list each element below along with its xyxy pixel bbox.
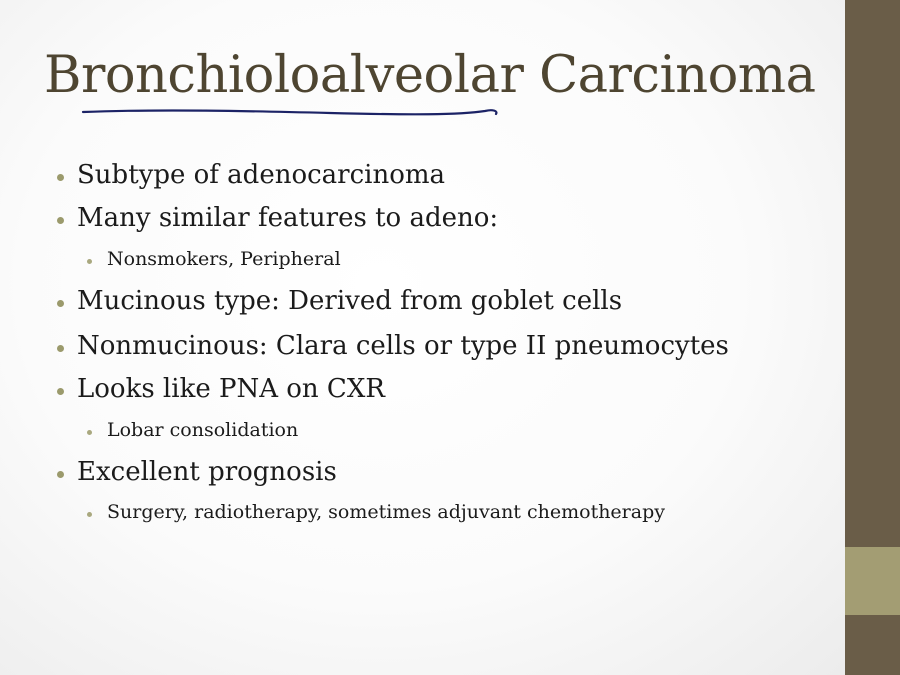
sidebar-accent-block <box>845 547 900 615</box>
decorative-sidebar <box>845 0 900 675</box>
bullet-text: Surgery, radiotherapy, sometimes adjuvant chemotherapy <box>107 501 665 523</box>
bullet-text: Nonmucinous: Clara cells or type II pneumocytes <box>77 331 729 361</box>
bullet-text: Lobar consolidation <box>107 419 299 441</box>
list-item <box>77 457 337 487</box>
list-subitem <box>107 248 341 270</box>
bullet-dot-icon <box>87 259 92 264</box>
list-subitem <box>107 419 298 441</box>
bullet-text: Many similar features to adeno: <box>77 203 499 233</box>
list-item <box>77 331 729 361</box>
bullet-dot-icon <box>57 345 64 352</box>
bullet-dot-icon <box>87 430 92 435</box>
list-item <box>77 203 498 233</box>
bullet-text: Looks like PNA on CXR <box>77 374 385 404</box>
bullet-dot-icon <box>57 174 64 181</box>
list-subitem <box>107 501 665 523</box>
bullet-dot-icon <box>57 471 64 478</box>
bullet-dot-icon <box>57 217 64 224</box>
list-item <box>77 160 445 190</box>
slide-title: Bronchioloalveolar Carcinoma <box>44 46 816 105</box>
list-item <box>77 374 385 404</box>
bullet-dot-icon <box>87 512 92 517</box>
bullet-text: Nonsmokers, Peripheral <box>107 248 341 270</box>
list-item <box>77 286 622 316</box>
handwritten-underline <box>80 102 505 126</box>
bullet-dot-icon <box>57 300 64 307</box>
bullet-dot-icon <box>57 388 64 395</box>
bullet-text: Subtype of adenocarcinoma <box>77 160 446 190</box>
bullet-text: Excellent prognosis <box>77 457 337 487</box>
bullet-text: Mucinous type: Derived from goblet cells <box>77 286 623 316</box>
